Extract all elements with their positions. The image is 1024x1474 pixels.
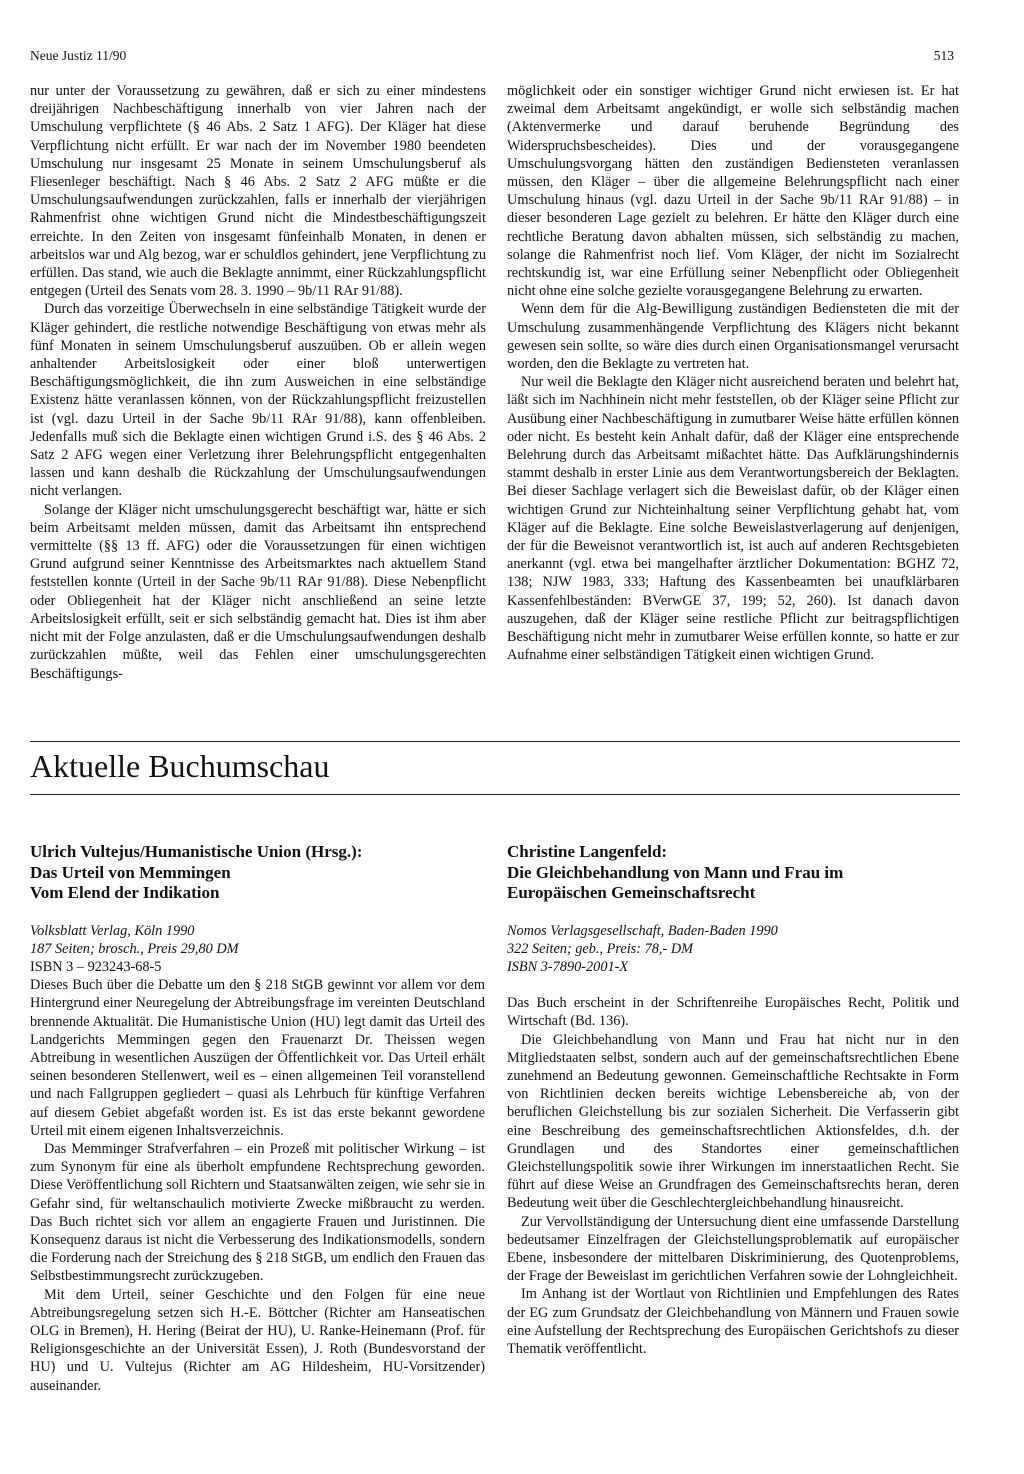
book-title: Christine Langenfeld: Die Gleichbehandlung von Mann und Frau im Europäischen Gemeinschaftsrecht [507, 842, 844, 902]
paragraph: Die Gleichbehandlung von Mann und Frau hat nicht nur in den Mitgliedstaaten selbst, sondern auch auf der gemeinschaftsrechtlichen Ebene zunehmend an Bedeutung gewonnen. Gemeinschaftliche Rechtsakte in Form von Richtlinien decken bereits wichtige Lebensbereiche ab, von der beruflichen Gleichstellung bis zur sozialen Sicherheit. Die Verfasserin gibt eine Beschreibung des gemeinschaftsrechtlichen Aktionsfeldes, d.h. der Grundlagen und des Standortes einer gemeinschaftlichen Gleichstellungspolitik sowie ihrer Wirkungen im innerstaatlichen Recht. Sie führt auf diese Weise an Grundfragen des Gemeinschaftsrechts heran, deren Bedeutung weit über die Geschlechtergleichbehandlung hinausreicht. [507, 1031, 959, 1212]
paragraph: Wenn dem für die Alg-Bewilligung zuständigen Bediensteten die mit der Umschulung zusammenhängende Verpflichtung des Klägers nicht bekannt gewesen sein sollte, so wäre dies durch einen Organisationsmangel verursacht worden, den die Beklagte zu vertreten hat. [507, 301, 959, 373]
paragraph: Zur Vervollständigung der Untersuchung dient eine umfassende Darstellung bedeutsamer Einzelfragen der Gleichstellungsproblematik auf europäischer Ebene, insbesondere der mittelbaren Diskriminierung, des Quotenproblems, der Frage der Beweislast im gerichtlichen Verfahren sowie der Lohngleichheit. [507, 1213, 959, 1285]
book-isbn: ISBN 3 – 923243-68-5 [30, 958, 162, 975]
page-header [30, 48, 954, 64]
paragraph: Das Memminger Strafverfahren – ein Prozeß mit politischer Wirkung – ist zum Synonym für eine als überholt empfundene Rechtsprechung geworden. Diese Veröffentlichung soll Richtern und Staatsanwälten zeigen, wie sehr sie in Gefahr sind, für weltanschaulich motivierte Zwecke mißbraucht zu werden. Das Buch richtet sich vor allem an engagierte Frauen und Juristinnen. Die Konsequenz daraus ist nicht die Verbesserung des Indikationsmodells, sondern die Forderung nach der Streichung des § 218 StGB, um endlich den Frauen das Selbstbestimmungsrecht zurückzugeben. [30, 1140, 485, 1285]
section-divider-bottom [30, 794, 960, 795]
journal-issue: Neue Justiz 11/90 [30, 48, 127, 63]
review-body [30, 976, 485, 1395]
book-publisher: Nomos Verlagsgesellschaft, Baden-Baden 1990 [507, 922, 778, 939]
paragraph: Im Anhang ist der Wortlaut von Richtlinien und Empfehlungen des Rates der EG zum Grundsatz der Gleichbehandlung von Männern und Frauen sowie eine Aufstellung der Rechtsprechung des Europäischen Gerichtshofs zu dieser Thematik veröffentlicht. [507, 1286, 959, 1357]
paragraph: Das Buch erscheint in der Schriftenreihe Europäisches Recht, Politik und Wirtschaft (Bd. 136). [507, 995, 959, 1030]
paragraph: Solange der Kläger nicht umschulungsgerecht beschäftigt war, hätte er sich beim Arbeitsamt melden müssen, damit das Arbeitsamt ihn entsprechend vermittelte (§§ 13 ff. AFG) oder die Voraussetzungen für einen wichtigen Grund aufgrund seiner Kenntnisse des Arbeitsmarktes nach aktuellem Stand feststellen konnte (Urteil in der Sache 9b/11 RAr 91/88). Diese Nebenpflicht oder Obliegenheit hat der Kläger nicht anschließend an seine letzte Arbeitslosigkeit erfüllt, seit er sich selbständig gemacht hat. Dies ist ihm aber nicht mit der Folge anzulasten, daß er die Umschulungsaufwendungen deshalb zurückzahlen müßte, weil das Fehlen einer umschulungsgerechten Beschäftigungs- [30, 501, 486, 682]
book-details: 187 Seiten; brosch., Preis 29,80 DM [30, 940, 239, 957]
paragraph: Durch das vorzeitige Überwechseln in eine selbständige Tätigkeit wurde der Kläger gehindert, die restliche notwendige Beschäftigung von etwas mehr als fünf Monaten in seinem Umschulungsberuf auszuüben. Ob er allein wegen anhaltender Arbeitslosigkeit oder einer bloß unterwertigen Beschäftigungsmöglichkeit, die ihn zum Ausweichen in eine selbständige Existenz hätte veranlassen können, von der Rückzahlungspflicht freizustellen ist (vgl. dazu Urteil in der Sache 9b/11 RAr 91/88), kann offenbleiben. Jedenfalls muß sich die Beklagte einen wichtigen Grund i.S. des § 46 Abs. 2 Satz 2 AFG wegen einer Verletzung ihrer Belehrungspflicht entgegenhalten lassen und kann deshalb die Rückzahlung der Umschulungsaufwendungen nicht verlangen. [30, 301, 486, 500]
paragraph: möglichkeit oder ein sonstiger wichtiger Grund nicht erwiesen ist. Er hat zweimal dem Arbeitsamt angekündigt, er wolle sich selbständig machen (Aktenvermerke und darauf beruhende Begründung des Widerspruchsbescheides). Dies und der vorausgegangene Umschulungsvorgang hätten den zuständigen Bediensteten veranlassen müssen, den Kläger – über die allgemeine Belehrungspflicht nach einer Umschulung hinaus (vgl. dazu Urteil in der Sache 9b/11 RAr 91/88) – in dieser besonderen Lage gezielt zu belehren. Er hätte den Kläger durch eine rechtliche Beratung davon abhalten müssen, sich selbständig zu machen, solange die Rahmenfrist noch lief. Vom Kläger, der nicht im Sozialrecht rechtskundig ist, war eine Erfüllung seiner Nebenpflicht oder Obliegenheit nicht ohne eine solche gezielte vorausgegangene Belehrung zu erwarten. [507, 83, 959, 300]
review-body [507, 994, 959, 1358]
page-number: 513 [933, 48, 954, 63]
book-isbn: ISBN 3-7890-2001-X [507, 958, 629, 975]
article-column-left [30, 82, 486, 683]
book-details: 322 Seiten; geb., Preis: 78,- DM [507, 940, 694, 957]
paragraph: Nur weil die Beklagte den Kläger nicht ausreichend beraten und belehrt hat, läßt sich im Nachhinein nicht mehr feststellen, ob der Kläger seine Pflicht zur Ausübung einer Nachbeschäftigung in zumutbarer Weise hätte erfüllen können oder nicht. Es besteht kein Anhalt dafür, daß der Kläger eine entsprechende Belehrung durch das Arbeitsamt mißachtet hätte. Das Aufklärungshindernis stammt deshalb in erster Linie aus dem Verantwortungsbereich der Beklagten. Bei dieser Sachlage verlagert sich die Beweislast dafür, ob der Kläger einen wichtigen Grund zur Nichteinhaltung seiner Verpflichtung gehabt hat, vom Kläger auf die Beklagte. Eine solche Beweislastverlagerung auf denjenigen, der für die Beweisnot verantwortlich ist, ist auch auf anderen Rechtsgebieten anerkannt (vgl. etwa bei mangelhafter ärztlicher Dokumentation: BGHZ 72, 138; NJW 1983, 333; Haftung des Kassenbeamten bei unaufklärbaren Kassenfehlbeständen: BVerwGE 37, 199; 52, 260). Ist danach davon auszugehen, daß der Kläger seine restliche Pflicht zur beitragspflichtigen Beschäftigung nicht mehr in zumutbarer Weise erfüllen konnte, so hatte er zur Aufnahme einer selbständigen Tätigkeit einen wichtigen Grund. [507, 374, 959, 664]
book-title: Ulrich Vultejus/Humanistische Union (Hrsg.): Das Urteil von Memmingen Vom Elend der Indikation [30, 842, 363, 902]
book-review-right [507, 842, 959, 1358]
book-review-left [30, 842, 485, 1395]
paragraph: Mit dem Urteil, seiner Geschichte und den Folgen für eine neue Abtreibungsregelung setzen sich H.-E. Böttcher (Richter am Hanseatischen OLG in Bremen), H. Hering (Beirat der HU), U. Ranke-Heinemann (Prof. für Religionsgeschichte an der Universität Essen), J. Roth (Bundesvorstand der HU) und U. Vultejus (Richter am AG Hildesheim, HU-Vorsitzender) auseinander. [30, 1286, 485, 1394]
paragraph: nur unter der Voraussetzung zu gewähren, daß er sich zu einer mindestens dreijährigen Nachbeschäftigung innerhalb von vier Jahren nach der Umschulung verpflichtete (§ 46 Abs. 2 Satz 1 AFG). Der Kläger hat diese Verpflichtung nicht erfüllt. Er war nach der im November 1980 beendeten Umschulung nur insgesamt 25 Monate in seinem Umschulungsberuf als Fliesenleger beschäftigt. Nach § 46 Abs. 2 Satz 2 AFG müßte er die Umschulungsaufwendungen zurückzahlen, falls er innerhalb der vierjährigen Rahmenfrist ohne wichtigen Grund nicht die Mindestbeschäftigungszeit erreichte. In den Zeiten von insgesamt fünfeinhalb Monaten, in denen er arbeitslos war und Alg bezog, war er schuldlos gehindert, jene Verpflichtung zu erfüllen. Das stand, wie auch die Beklagte annimmt, einer Rückzahlungspflicht entgegen (Urteil des Senats vom 28. 3. 1990 – 9b/11 RAr 91/88). [30, 83, 486, 300]
book-publisher: Volksblatt Verlag, Köln 1990 [30, 922, 195, 939]
section-title: Aktuelle Buchumschau [30, 748, 330, 784]
book-publication-info [507, 922, 959, 977]
section-divider-top [30, 741, 960, 742]
article-column-right [507, 82, 959, 665]
paragraph: Dieses Buch über die Debatte um den § 218 StGB gewinnt vor allem vor dem Hintergrund einer Neuregelung der Abtreibungsfrage im vereinten Deutschland brennende Aktualität. Die Humanistische Union (HU) legt damit das Urteil des Landgerichts Memmingen gegen den Frauenarzt Dr. Theissen wegen Abtreibung in wesentlichen Auszügen der Öffentlichkeit vor. Das Urteil erhält seinen besonderen Stellenwert, weil es – einen allgemeinen Teil voranstellend und nach Fallgruppen gegliedert – quasi als Lehrbuch für künftige Verfahren auf diesem Gebiet abgefaßt worden ist. Es ist das erste bekannt gewordene Urteil mit einem eigenen Inhaltsverzeichnis. [30, 977, 485, 1139]
